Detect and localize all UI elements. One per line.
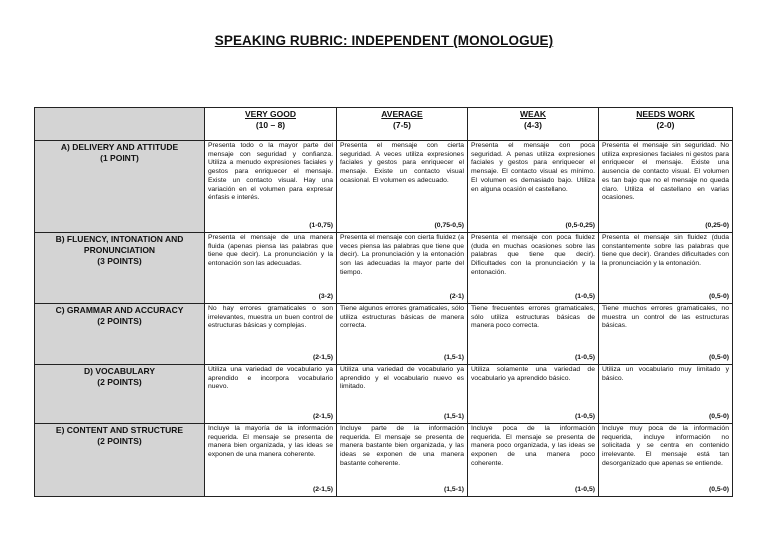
criterion-points: (2 POINTS) [97,377,142,387]
rubric-cell [599,233,733,304]
cell-score: (0,5-0) [708,413,729,421]
cell-description: Presenta todo o la mayor parte del mensaje con seguridad y confianza. Utiliza a menudo expresiones faciales y gestos para enriquecer el mensaje. Existe un contacto visual. Hay una variación en el volumen para expresar énfasis e interés. [208,142,333,202]
cell-description: Presenta el mensaje de una manera fluida (apenas piensa las palabras que tiene que decir). La pronunciación y la entonación son las adecuadas. [208,234,333,268]
cell-score: (0,5-0) [708,354,729,362]
cell-description: Incluye parte de la información requerida. El mensaje se presenta de manera bastante bien organizada, y las ideas se exponen de una manera bastante coherente. [340,425,464,467]
cell-description: Tiene frecuentes errores gramaticales, sólo utiliza estructuras básicas de manera poco correcta. [471,305,595,330]
cell-description: Presenta el mensaje con poca fluidez (duda en muchas ocasiones sobre las palabras que tiene que decir). Dificultades con la pronunciación y la entonación. [471,234,595,276]
level-header-very-good [205,108,337,141]
cell-description: No hay errores gramaticales o son irrelevantes, muestra un buen control de estructuras básicas y complejas. [208,305,333,330]
cell-description: Presenta el mensaje con poca seguridad. A penas utiliza expresiones faciales y gestos para enriquecer el mensaje. El contacto visual es mínimo. El volumen es demasiado bajo. Utiliza en alguna ocasión el castellano. [471,142,595,193]
rubric-cell [468,304,599,365]
rubric-cell [205,304,337,365]
level-range: (10 – 8) [255,120,286,130]
criterion-name: A) DELIVERY AND ATTITUDE [60,142,179,152]
rubric-cell [337,141,468,233]
cell-score: (0,75-0,5) [434,222,464,230]
cell-score: (0,5-0,25) [565,222,595,230]
rubric-cell [205,141,337,233]
cell-score: (1-0,5) [574,293,595,301]
cell-description: Incluye la mayoría de la información requerida. El mensaje se presenta de manera bien organizada, y las ideas se exponen de una manera coherente. [208,425,333,459]
table-row [35,424,733,497]
level-range: (4-3) [524,120,542,130]
cell-score: (2-1,5) [312,486,333,494]
rubric-cell [468,233,599,304]
table-row [35,141,733,233]
cell-score: (2-1) [449,293,464,301]
level-name: AVERAGE [381,109,423,119]
criterion-name: D) VOCABULARY [84,366,155,376]
criterion-points: (3 POINTS) [97,256,142,266]
rubric-cell [205,365,337,424]
table-row [35,304,733,365]
criterion-content [35,424,205,497]
cell-description: Incluye poca de la información requerida. El mensaje se presenta de manera poco organizada, y las ideas se exponen de una manera poco coherente. [471,425,595,467]
criterion-delivery [35,141,205,233]
cell-description: Tiene algunos errores gramaticales, sólo utiliza estructuras básicas de manera correcta. [340,305,464,330]
level-header-needs-work [599,108,733,141]
criterion-name: E) CONTENT AND STRUCTURE [55,425,184,435]
rubric-cell [468,141,599,233]
level-header-average [337,108,468,141]
cell-score: (1-0,75) [309,222,333,230]
criterion-name: C) GRAMMAR AND ACCURACY [55,305,184,315]
cell-score: (2-1,5) [312,354,333,362]
cell-score: (1-0,5) [574,354,595,362]
level-header-weak [468,108,599,141]
rubric-cell [468,365,599,424]
cell-score: (1,5-1) [443,486,464,494]
cell-score: (0,25-0) [705,222,729,230]
cell-score: (1,5-1) [443,413,464,421]
level-range: (2-0) [656,120,675,130]
rubric-cell [599,304,733,365]
cell-score: (2-1,5) [312,413,333,421]
table-row [35,233,733,304]
level-name: NEEDS WORK [636,109,695,119]
cell-description: Presenta el mensaje con cierta seguridad. A veces utiliza expresiones faciales y gestos para enriquecer el mensaje. Existe un contacto visual ocasional. El volumen es adecuado. [340,142,464,184]
rubric-cell [337,424,468,497]
header-row [35,108,733,141]
level-name: VERY GOOD [244,109,296,119]
cell-description: Utiliza una variedad de vocabulario ya aprendido y el vocabulario nuevo es limitado. [340,366,464,391]
cell-description: Incluye muy poca de la información requerida, incluye información no solicitada y se centra en contenido irrelevante. El mensaje está tan desorganizado que apenas se entiende. [602,425,729,467]
cell-description: Presenta el mensaje sin seguridad. No utiliza expresiones faciales ni gestos para enriquecer el mensaje. Existe una ausencia de contacto visual. El volumen es tan bajo que no el mensaje no queda claro. Utiliza el castellano en varias ocasiones. [602,142,729,202]
cell-description: Utiliza un vocabulario muy limitado y básico. [602,366,729,382]
level-name: WEAK [520,109,546,119]
cell-score: (3-2) [318,293,333,301]
cell-score: (0,5-0) [708,486,729,494]
criterion-points: (1 POINT) [100,153,139,163]
cell-description: Utiliza una variedad de vocabulario ya aprendido e incorpora vocabulario nuevo. [208,366,333,391]
level-range: (7-5) [393,120,411,130]
rubric-cell [468,424,599,497]
rubric-cell [205,233,337,304]
criterion-vocabulary [35,365,205,424]
cell-score: (0,5-0) [708,293,729,301]
rubric-cell [337,304,468,365]
cell-description: Tiene muchos errores gramaticales, no muestra un control de las estructuras básicas. [602,305,729,330]
rubric-table [34,107,733,497]
table-row [35,365,733,424]
cell-score: (1,5-1) [443,354,464,362]
rubric-cell [599,424,733,497]
rubric-cell [205,424,337,497]
page-title: SPEAKING RUBRIC: INDEPENDENT (MONOLOGUE) [214,33,554,48]
cell-description: Utiliza solamente una variedad de vocabulario ya aprendido básico. [471,366,595,382]
cell-score: (1-0,5) [574,486,595,494]
rubric-cell [599,141,733,233]
rubric-cell [337,233,468,304]
criterion-fluency [35,233,205,304]
cell-description: Presenta el mensaje con cierta fluidez (a veces piensa las palabras que tiene que decir). La pronunciación y la entonación son las adecuadas la mayor parte del tiempo. [340,234,464,276]
criterion-points: (2 POINTS) [97,436,142,446]
criterion-name: B) FLUENCY, INTONATION AND PRONUNCIATION [55,234,184,255]
cell-score: (1-0,5) [574,413,595,421]
cell-description: Presenta el mensaje sin fluidez (duda constantemente sobre las palabras que tiene que decir). Grandes dificultades con la pronunciación y la entonación. [602,234,729,268]
criterion-grammar [35,304,205,365]
rubric-cell [337,365,468,424]
header-empty-cell [35,108,205,141]
rubric-cell [599,365,733,424]
criterion-points: (2 POINTS) [97,316,142,326]
